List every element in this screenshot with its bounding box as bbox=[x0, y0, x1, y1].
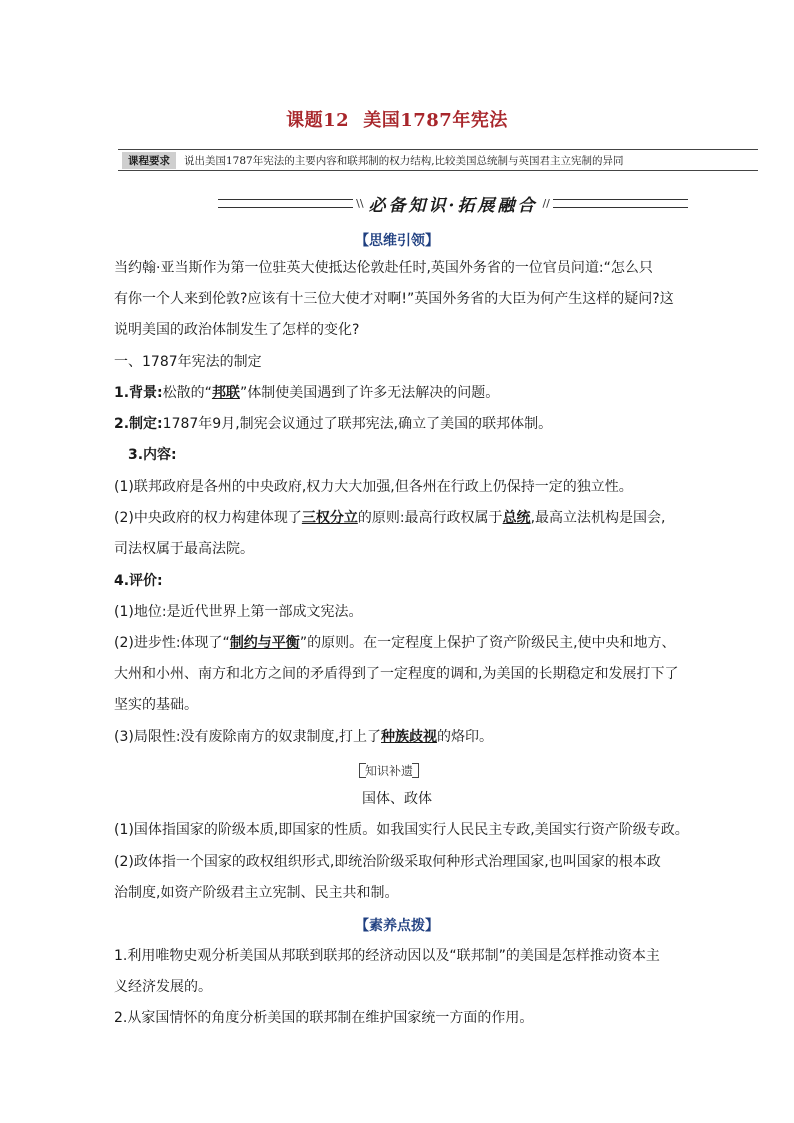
banner-left-mark: \\ bbox=[356, 196, 364, 210]
eval-2-pre: (2)进步性:体现了“ bbox=[114, 635, 230, 651]
evaluation-label: 4.评价: bbox=[114, 573, 163, 589]
literacy-item-1-line-2: 义经济发展的。 bbox=[114, 979, 212, 995]
intro-line-3: 说明美国的政治体制发生了怎样的变化? bbox=[114, 322, 360, 338]
part-title: 一、1787年宪法的制定 bbox=[114, 354, 262, 370]
knowledge-item-2-line-1: (2)政体指一个国家的政权组织形式,即统治阶级采取何种形式治理国家,也叫国家的根本政 bbox=[114, 854, 661, 870]
intro-line-1: 当约翰·亚当斯作为第一位驻英大使抵达伦敦赴任时,英国外务省的一位官员问道:“怎么只 bbox=[114, 260, 653, 276]
content-2-mid: 的原则:最高行政权属于 bbox=[357, 510, 503, 526]
eval-3-post: 的烙印。 bbox=[437, 729, 493, 745]
content-label: 3.内容: bbox=[128, 447, 177, 463]
content-2-pre: (2)中央政府的权力构建体现了 bbox=[114, 510, 302, 526]
background-label: 1.背景: bbox=[114, 385, 163, 401]
knowledge-item-1: (1)国体指国家的阶级本质,即国家的性质。如我国实行人民民主专政,美国实行资产阶级专政。 bbox=[114, 822, 689, 838]
thinking-guide-heading: 【思维引领】 bbox=[355, 233, 439, 249]
background-post: ”体制使美国遇到了许多无法解决的问题。 bbox=[239, 385, 500, 401]
literacy-guide-heading: 【素养点拨】 bbox=[355, 918, 439, 934]
background-key: 邦联 bbox=[211, 385, 240, 401]
evaluation-item-2-line-3: 坚实的基础。 bbox=[114, 697, 198, 713]
evaluation-item-2-line-2: 大州和小州、南方和北方之间的矛盾得到了一定程度的调和,为美国的长期稳定和发展打下了 bbox=[114, 666, 679, 682]
eval-3-key: 种族歧视 bbox=[381, 729, 437, 745]
content-item-2-line-2: 司法权属于最高法院。 bbox=[114, 541, 254, 557]
evaluation-item-3 bbox=[114, 722, 686, 753]
banner-text: 必备知识·拓展融合 bbox=[368, 195, 538, 216]
content-item-2 bbox=[114, 503, 686, 534]
knowledge-supplement-tag: 知识补遗 bbox=[361, 762, 417, 779]
eval-2-post: ”的原则。在一定程度上保护了资产阶级民主,使中央和地方、 bbox=[299, 635, 676, 651]
eval-2-key: 制约与平衡 bbox=[229, 635, 300, 651]
lesson-number: 课题12 bbox=[286, 110, 350, 131]
enactment-item bbox=[114, 409, 686, 440]
banner-right-rule bbox=[553, 199, 688, 208]
requirement-text: 说出美国1787年宪法的主要内容和联邦制的权力结构,比较美国总统制与英国君主立宪制的异同 bbox=[184, 154, 624, 167]
course-requirement-bar bbox=[118, 149, 758, 171]
content-2-post: ,最高立法机构是国会, bbox=[530, 510, 666, 526]
background-pre: 松散的“ bbox=[162, 385, 212, 401]
enactment-label: 2.制定: bbox=[114, 416, 163, 432]
lesson-title: 美国1787年宪法 bbox=[363, 110, 508, 131]
content-2-key-1: 三权分立 bbox=[301, 510, 358, 526]
requirement-tag: 课程要求 bbox=[122, 152, 176, 169]
eval-3-pre: (3)局限性:没有废除南方的奴隶制度,打上了 bbox=[114, 729, 381, 745]
literacy-item-2: 2.从家国情怀的角度分析美国的联邦制在维护国家统一方面的作用。 bbox=[114, 1010, 534, 1026]
enactment-text: 1787年9月,制宪会议通过了联邦宪法,确立了美国的联邦体制。 bbox=[162, 416, 553, 432]
section-banner bbox=[218, 190, 688, 216]
intro-line-2: 有你一个人来到伦敦?应该有十三位大使才对啊!”英国外务省的大臣为何产生这样的疑问?这 bbox=[114, 291, 674, 307]
knowledge-title: 国体、政体 bbox=[362, 791, 432, 807]
page-title bbox=[0, 106, 794, 132]
content-item-1: (1)联邦政府是各州的中央政府,权力大大加强,但各州在行政上仍保持一定的独立性。 bbox=[114, 479, 633, 495]
literacy-item-1-line-1: 1.利用唯物史观分析美国从邦联到联邦的经济动因以及“联邦制”的美国是怎样推动资本主 bbox=[114, 948, 660, 964]
content-2-key-2: 总统 bbox=[502, 510, 531, 526]
knowledge-item-2-line-2: 治制度,如资产阶级君主立宪制、民主共和制。 bbox=[114, 885, 399, 901]
banner-right-mark: // bbox=[542, 196, 550, 210]
evaluation-item-1: (1)地位:是近代世界上第一部成文宪法。 bbox=[114, 604, 363, 620]
banner-left-rule bbox=[218, 199, 353, 208]
background-item bbox=[114, 378, 686, 409]
evaluation-item-2 bbox=[114, 628, 686, 659]
